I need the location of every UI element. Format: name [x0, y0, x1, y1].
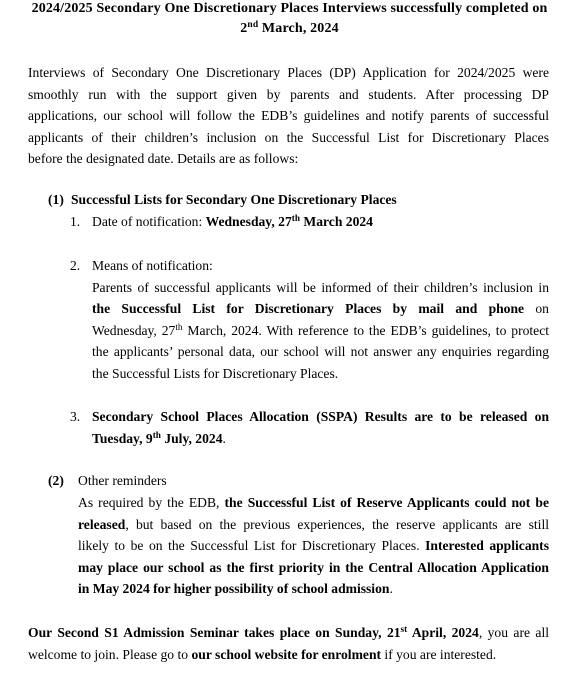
paragraph — [92, 255, 549, 277]
text-line — [78, 535, 549, 557]
text-line — [28, 105, 549, 127]
text-line — [28, 62, 549, 84]
text-run: before the designated date. Details are as follows: — [28, 151, 299, 166]
bold-text: 2 — [240, 21, 248, 36]
list-item-number: 2. — [70, 258, 81, 273]
text-run: Wednesday, 27 — [92, 322, 176, 338]
text-line — [20, 19, 559, 39]
list-item-sspa-results — [70, 406, 549, 449]
paragraph — [92, 211, 549, 233]
paragraph — [20, 0, 559, 39]
list-item-body — [92, 211, 549, 233]
text-run: Interviews of Secondary One Discretionary Places (DP) Application for 2024/2025 were — [28, 65, 549, 80]
section-1-number: (1) — [48, 192, 64, 207]
list-item-number: 3. — [70, 409, 81, 424]
text-run: Means of notification: — [92, 258, 213, 273]
bold-text: Secondary School Places Allocation (SSPA) Results are to be released on — [92, 409, 549, 424]
text-run: the Successful Lists for Discretionary Places. — [92, 365, 339, 381]
text-line — [28, 84, 549, 106]
bold-text: Interested applicants — [425, 538, 549, 553]
text-line — [20, 0, 559, 19]
text-run: on — [524, 301, 549, 316]
text-run: applications, our school will follow the EDB’s guidelines and notify parents of successful — [28, 108, 549, 123]
text-line — [78, 557, 549, 579]
text-line — [92, 277, 549, 299]
text-line — [78, 578, 549, 600]
superscript-text: nd — [247, 20, 259, 31]
text-line — [28, 127, 549, 149]
section-1-heading — [48, 189, 549, 211]
text-line — [92, 320, 549, 342]
paragraph — [78, 492, 549, 600]
text-line — [92, 363, 549, 385]
text-run: smoothly run with the support given by parents and students. After processing DP — [28, 86, 549, 102]
paragraph — [92, 406, 549, 449]
text-run: . — [222, 430, 226, 446]
bold-text: the Successful List of Reserve Applicants could not be — [224, 495, 549, 510]
section-2-paragraph — [78, 492, 549, 600]
bold-text: the Successful List for Discretionary Places by mail and phone — [92, 301, 525, 316]
bold-text: March, 2024 — [258, 21, 339, 36]
bold-text: April, 2024 — [407, 625, 479, 640]
text-line — [92, 341, 549, 363]
text-run: Parents of successful applicants will be informed of their children’s inclusion in — [92, 279, 549, 295]
paragraph — [28, 622, 549, 665]
text-line — [28, 644, 549, 666]
paragraph — [28, 62, 549, 170]
text-run: applicants of their children’s inclusion on the Successful List for Discretionary Places — [28, 129, 549, 145]
list-item-means-of-notification — [70, 255, 549, 384]
intro-paragraph — [28, 62, 549, 170]
superscript-text: st — [400, 624, 408, 635]
section-2-heading — [48, 470, 549, 492]
bold-text: in May 2024 for higher possibility of school admission — [78, 581, 390, 596]
bold-text: released — [78, 516, 126, 532]
text-line — [92, 406, 549, 428]
list-item-body — [92, 406, 549, 449]
bold-text: Wednesday, 27 — [205, 214, 292, 229]
text-run: . — [389, 581, 393, 596]
bold-text: 2024/2025 Secondary One Discretionary Places Interviews successfully completed on — [31, 1, 548, 16]
list-item-number: 1. — [70, 214, 81, 229]
bold-text: Tuesday, 9 — [92, 430, 153, 446]
text-run: the applicants’ personal data, our school will not answer any enquiries regarding — [92, 344, 549, 359]
text-run: , but based on the previous experiences, the reserve applicants are still — [125, 516, 549, 532]
bold-text: may place our school as the first priority in the Central Allocation Application — [78, 559, 549, 575]
closing-paragraph — [28, 622, 549, 665]
text-line — [92, 255, 549, 277]
text-run: if you are interested. — [381, 646, 497, 662]
text-line — [78, 514, 549, 536]
paragraph — [92, 277, 549, 385]
text-line — [78, 492, 549, 514]
superscript-text: th — [291, 213, 300, 224]
bold-text: Our Second S1 Admission Seminar takes place on Sunday, 21 — [28, 625, 401, 640]
text-line — [92, 211, 549, 233]
text-line — [28, 148, 549, 170]
list-item-date-of-notification — [70, 211, 549, 233]
text-run: March, 2024. With reference to the EDB’s guidelines, to protect — [182, 322, 550, 338]
text-run: Date of notification: — [92, 214, 206, 229]
text-run: likely to be on the Successful List for Discretionary Places. — [78, 538, 426, 553]
bold-text: our school website for enrolment — [191, 646, 382, 662]
superscript-text: th — [175, 321, 183, 332]
bold-text: July, 2024 — [160, 430, 223, 446]
text-run: , you are all — [478, 625, 549, 640]
text-line — [92, 428, 549, 450]
section-1-title: Successful Lists for Secondary One Discretionary Places — [71, 192, 397, 207]
superscript-text: th — [152, 429, 161, 440]
notice-title — [20, 0, 559, 39]
section-2-title: Other reminders — [78, 473, 167, 488]
text-line — [28, 622, 549, 644]
text-run: welcome to join. Please go to — [28, 646, 192, 662]
section-2-number: (2) — [48, 473, 64, 488]
bold-text: March 2024 — [299, 214, 373, 229]
text-run: As required by the EDB, — [78, 495, 225, 510]
text-line — [92, 298, 549, 320]
list-item-body — [92, 255, 549, 384]
